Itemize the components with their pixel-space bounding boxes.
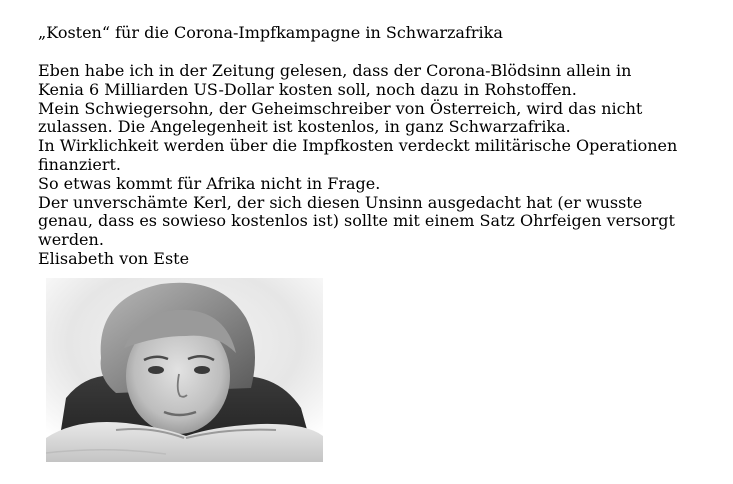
document-title: „Kosten“ für die Corona-Impfkampagne in Schwarzafrika — [38, 23, 503, 42]
document — [38, 22, 718, 269]
paragraph-4: So etwas kommt für Afrika nicht in Frage. — [38, 173, 381, 193]
document-body — [38, 62, 718, 269]
paragraph-5: Der unverschämte Kerl, der sich diesen Unsinn ausgedacht hat (er wusste genau, dass es sowieso kostenlos ist) sollte mit einem Satz Ohrfeigen versorgt werden. — [38, 192, 675, 250]
paragraph-2: Mein Schwiegersohn, der Geheimschreiber von Österreich, wird das nicht zulassen. Die Angelegenheit ist kostenlos, in ganz Schwarzafrika. — [38, 98, 643, 137]
paragraph-3: In Wirklichkeit werden über die Impfkosten verdeckt militärische Operationen finanziert. — [38, 136, 678, 174]
signature: Elisabeth von Este — [38, 248, 190, 268]
paragraph-1: Eben habe ich in der Zeitung gelesen, dass der Corona-Blödsinn allein in Kenia 6 Milliarden US-Dollar kosten soll, noch dazu in Rohstoffen. — [38, 61, 632, 99]
portrait-photo — [46, 278, 323, 462]
portrait-illustration — [46, 278, 323, 462]
